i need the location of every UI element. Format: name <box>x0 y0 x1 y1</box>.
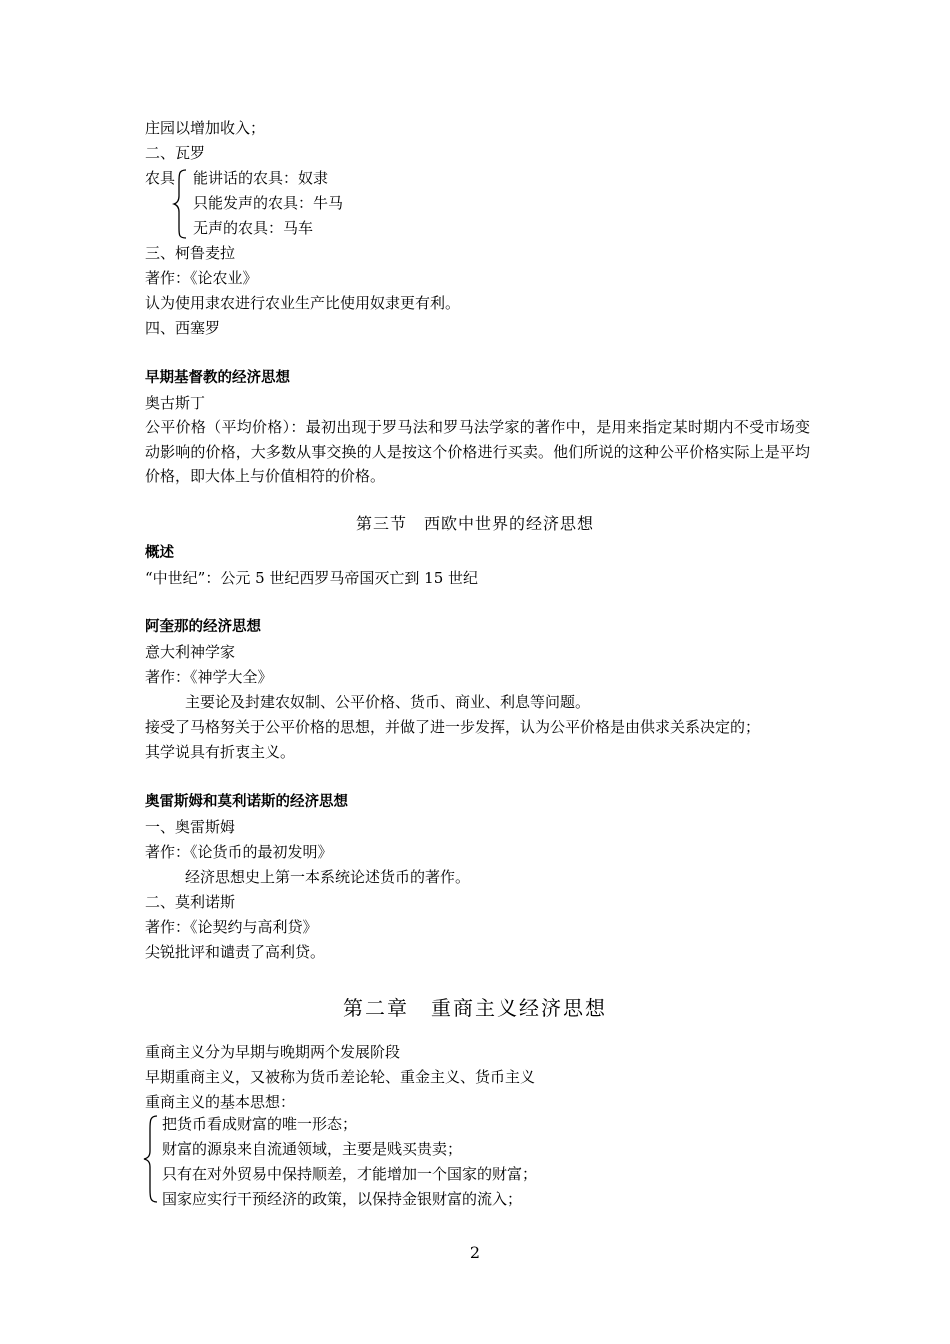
text-line: 重商主义的基本思想： <box>145 1093 296 1111</box>
left-brace-icon <box>141 1113 161 1205</box>
text-line: 主要论及封建农奴制、公平价格、货币、商业、利息等问题。 <box>185 693 591 711</box>
list-item: 国家应实行干预经济的政策，以保持金银财富的流入； <box>162 1190 523 1208</box>
text-line: “中世纪”：公元 5 世纪西罗马帝国灭亡到 15 世纪 <box>145 569 479 587</box>
text-line: 经济思想史上第一本系统论述货币的著作。 <box>185 868 471 886</box>
section-heading: 早期基督教的经济思想 <box>145 370 290 386</box>
text-line: 三、柯鲁麦拉 <box>145 244 236 262</box>
list-item: 财富的源泉来自流通领域，主要是贱买贵卖； <box>162 1140 463 1158</box>
text-line: 著作：《论契约与高利贷》 <box>145 918 318 936</box>
tools-label: 农具 <box>145 169 176 187</box>
list-item: 只能发声的农具：牛马 <box>193 194 344 212</box>
text-line: 二、莫利诺斯 <box>145 893 236 911</box>
text-line: 认为使用隶农进行农业生产比使用奴隶更有利。 <box>145 294 461 312</box>
text-line: 一、奥雷斯姆 <box>145 818 236 836</box>
list-item: 把货币看成财富的唯一形态； <box>162 1115 358 1133</box>
text-line: 奥古斯丁 <box>145 394 206 412</box>
paragraph: 公平价格（平均价格）：最初出现于罗马法和罗马法学家的著作中，是用来指定某时期内不受市场变动影响的价格，大多数从事交换的人是按这个价格进行买卖。他们所说的这种公平价格实际上是平均价格，即大体上与价值相符的价格。 <box>145 418 810 485</box>
text-line: 著作：《神学大全》 <box>145 668 273 686</box>
section-heading: 阿奎那的经济思想 <box>145 619 261 635</box>
section-heading: 奥雷斯姆和莫利诺斯的经济思想 <box>145 794 348 810</box>
text-line: 四、西塞罗 <box>145 319 221 337</box>
text-line: 著作：《论货币的最初发明》 <box>145 843 333 861</box>
section-heading: 概述 <box>145 545 174 561</box>
text-line: 庄园以增加收入； <box>145 119 266 137</box>
left-brace-icon <box>172 168 190 240</box>
list-item: 无声的农具：马车 <box>193 219 314 237</box>
list-item: 只有在对外贸易中保持顺差，才能增加一个国家的财富； <box>162 1165 538 1183</box>
section-title: 第三节 西欧中世界的经济思想 <box>355 514 594 533</box>
text-line: 著作：《论农业》 <box>145 269 258 287</box>
text-line: 其学说具有折衷主义。 <box>145 743 296 761</box>
text-line: 早期重商主义，又被称为货币差论轮、重金主义、货币主义 <box>145 1068 536 1086</box>
text-line: 尖锐批评和谴责了高利贷。 <box>145 943 326 961</box>
text-line: 二、瓦罗 <box>145 144 206 162</box>
text-line: 接受了马格努关于公平价格的思想，并做了进一步发挥，认为公平价格是由供求关系决定的； <box>145 718 761 736</box>
chapter-title: 第二章 重商主义经济思想 <box>343 996 607 1020</box>
text-line: 意大利神学家 <box>145 643 236 661</box>
list-item: 能讲话的农具：奴隶 <box>193 169 329 187</box>
text-line: 重商主义分为早期与晚期两个发展阶段 <box>145 1043 401 1061</box>
page-number: 2 <box>469 1243 481 1262</box>
